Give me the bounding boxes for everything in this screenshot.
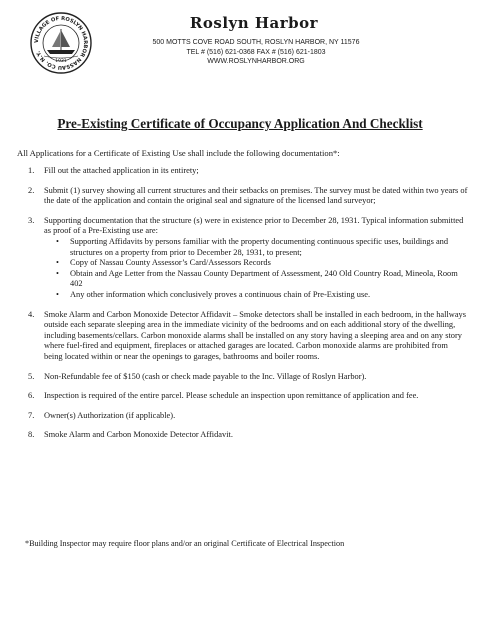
phone-fax-line: TEL # (516) 621-0368 FAX # (516) 621-1803 [186, 48, 326, 56]
footnote: *Building Inspector may require floor plans and/or an original Certificate of Electrical Inspection [25, 539, 345, 548]
item-number: 4. [28, 309, 35, 319]
item-text: Fill out the attached application in its entirety; [44, 166, 199, 175]
item-text: Smoke Alarm and Carbon Monoxide Detector Affidavit. [44, 430, 233, 440]
seal-year: 1931 [55, 59, 67, 64]
contact-block [110, 38, 402, 67]
checklist-item-4 [28, 310, 468, 363]
website-line: WWW.ROSLYNHARBOR.ORG [207, 58, 305, 65]
item-number: 1. [28, 166, 35, 175]
item-number: 2. [28, 185, 35, 195]
item-number: 6. [28, 391, 35, 401]
list-item: • Copy of Nassau County Assessor’s Card/Assessors Records [70, 258, 468, 269]
list-item: • Obtain and Age Letter from the Nassau County Department of Assessment, 240 Old Country Road, Mineola, Room 402 [70, 269, 468, 290]
village-name: Roslyn Harbor [189, 14, 319, 32]
item-number: 3. [28, 215, 35, 225]
proof-list [44, 237, 468, 301]
checklist-item-3 [28, 216, 468, 301]
seal-text: VILLAGE OF ROSLYN HARBOR NASSAU CO. N.Y. [33, 15, 89, 71]
checklist-item-6 [28, 391, 468, 402]
item-number: 5. [28, 371, 35, 381]
checklist [28, 166, 468, 450]
document-title: Pre-Existing Certificate of Occupancy Application And Checklist [57, 116, 423, 131]
checklist-item-1 [28, 166, 468, 177]
list-item: • Supporting Affidavits by persons familiar with the property documenting continuous specific uses, buildings and structures on a property from prior to December 28, 1931, to present; [70, 237, 468, 258]
checklist-item-7 [28, 411, 468, 422]
item-number: 7. [28, 410, 35, 420]
item-text: Non-Refundable fee of $150 (cash or check made payable to the Inc. Village of Roslyn Harbor). [44, 371, 367, 381]
item-text: Submit (1) survey showing all current structures and their setbacks on premises. The survey must be dated within two years of the date of the application and contain the original seal and signature of the licensed land surveyor; [44, 185, 468, 206]
checklist-item-8 [28, 430, 468, 441]
intro-text: All Applications for a Certificate of Existing Use shall include the following documentation*: [17, 148, 340, 158]
item-text: Supporting documentation that the structure (s) were in existence prior to December 28, 1931. Typical information submitted as proof of a Pre-Existing use are: [44, 215, 464, 236]
village-seal [30, 12, 92, 74]
item-text: Inspection is required of the entire parcel. Please schedule an inspection upon remittance of application and fee. [44, 391, 419, 401]
item-text: Smoke Alarm and Carbon Monoxide Detector Affidavit – Smoke detectors shall be installed in each bedroom, in the hallways outside each separate sleeping area in the immediate vicinity of the bedrooms and on each additional story of the dwelling, including basements/cellars. Carbon monoxide alarms shall be installed on any story having a sleeping area and on any story where fuel-fired and equipment, fireplaces or attached garages are located. Carbon monoxide alarms are prohibited from being located within or near the openings to garages, bathrooms and boiler rooms. [44, 309, 466, 361]
checklist-item-5 [28, 372, 468, 383]
list-item: • Any other information which conclusively proves a continuous chain of Pre-Existing use. [70, 290, 468, 301]
item-number: 8. [28, 430, 35, 440]
address-line: 500 MOTTS COVE ROAD SOUTH, ROSLYN HARBOR, NY 11576 [152, 39, 360, 46]
item-text: Owner(s) Authorization (if applicable). [44, 410, 176, 420]
checklist-item-2 [28, 186, 468, 207]
